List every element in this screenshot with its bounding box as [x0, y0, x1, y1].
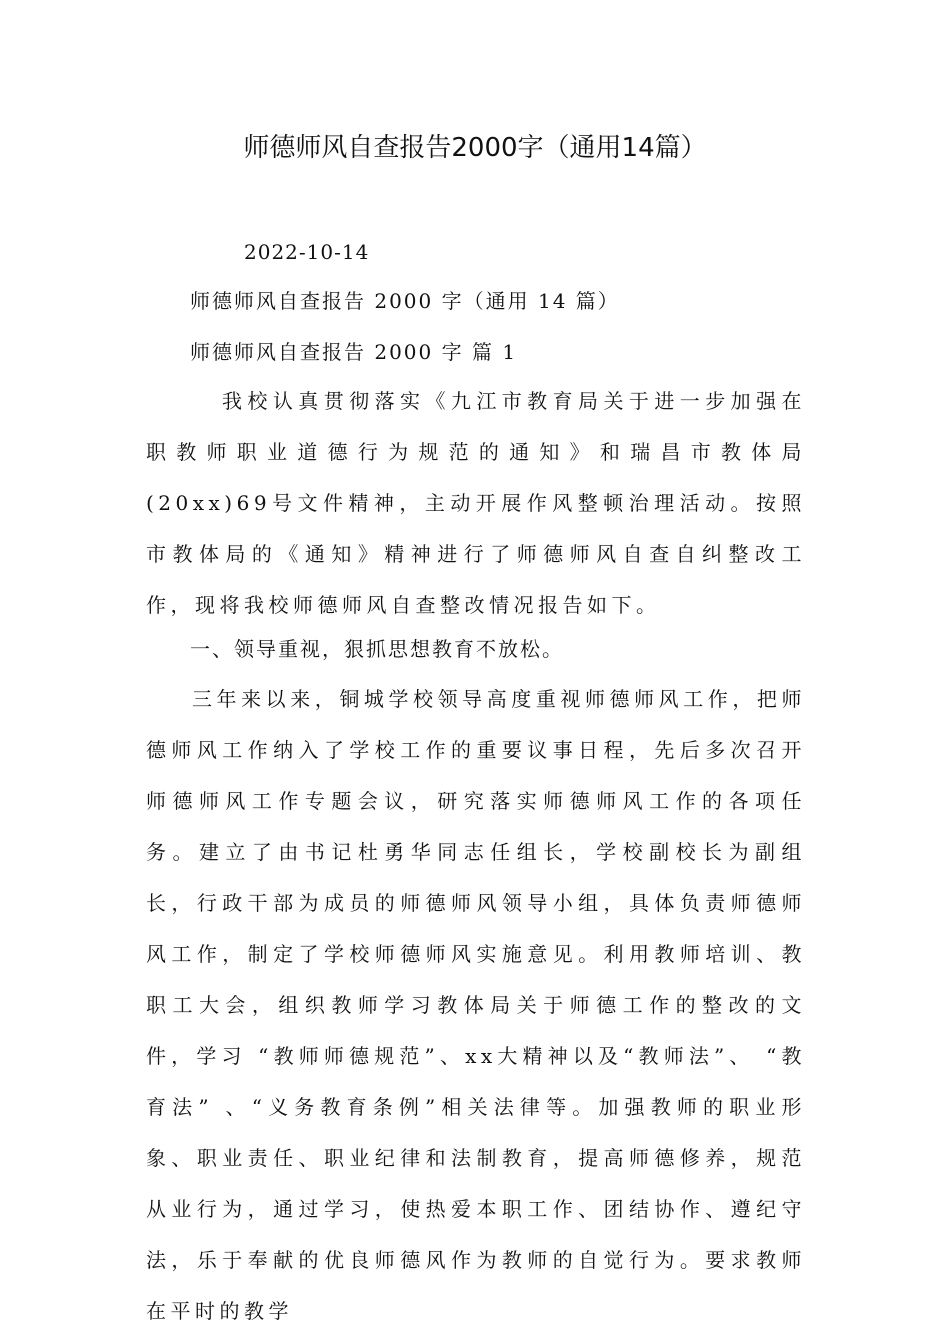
paragraph: 我校认真贯彻落实《九江市教育局关于进一步加强在职教师职业道德行为规范的通知》和瑞昌市教体局(20xx)69号文件精神，主动开展作风整顿治理活动。按照市教体局的《通知》精神进行了师德师风自查自纠整改工作，现将我校师德师风自查整改情况报告如下。: [146, 389, 806, 617]
paragraph: 三年来以来，铜城学校领导高度重视师德师风工作，把师德师风工作纳入了学校工作的重要议事日程，先后多次召开师德师风工作专题会议，研究落实师德师风工作的各项任务。建立了由书记杜勇华同志任组长，学校副校长为副组长，行政干部为成员的师德师风领导小组，具体负责师德师风工作，制定了学校师德师风实施意见。利用教师培训、教职工大会，组织教师学习教体局关于师德工作的整改的文件，学习 “教师师德规范”、xx大精神以及“教师法”、 “教育法” 、“义务教育条例”相关法律等。加强教师的职业形象、职业责任、职业纪律和法制教育，提高师德修养，规范从业行为，通过学习，使热爱本职工作、团结协作、遵纪守法，乐于奉献的优良师德风作为教师的自觉行为。要求教师在平时的教学: [146, 687, 806, 1323]
document-date: 2022-10-14: [244, 240, 370, 264]
heading-leadership: 一、领导重视，狠抓思想教育不放松。: [190, 637, 564, 661]
document-subtitle: 师德师风自查报告 2000 字（通用 14 篇）: [190, 289, 620, 313]
section-heading: 师德师风自查报告 2000 字 篇 1: [190, 340, 518, 364]
document-title: 师德师风自查报告2000字（通用14篇）: [243, 133, 707, 163]
